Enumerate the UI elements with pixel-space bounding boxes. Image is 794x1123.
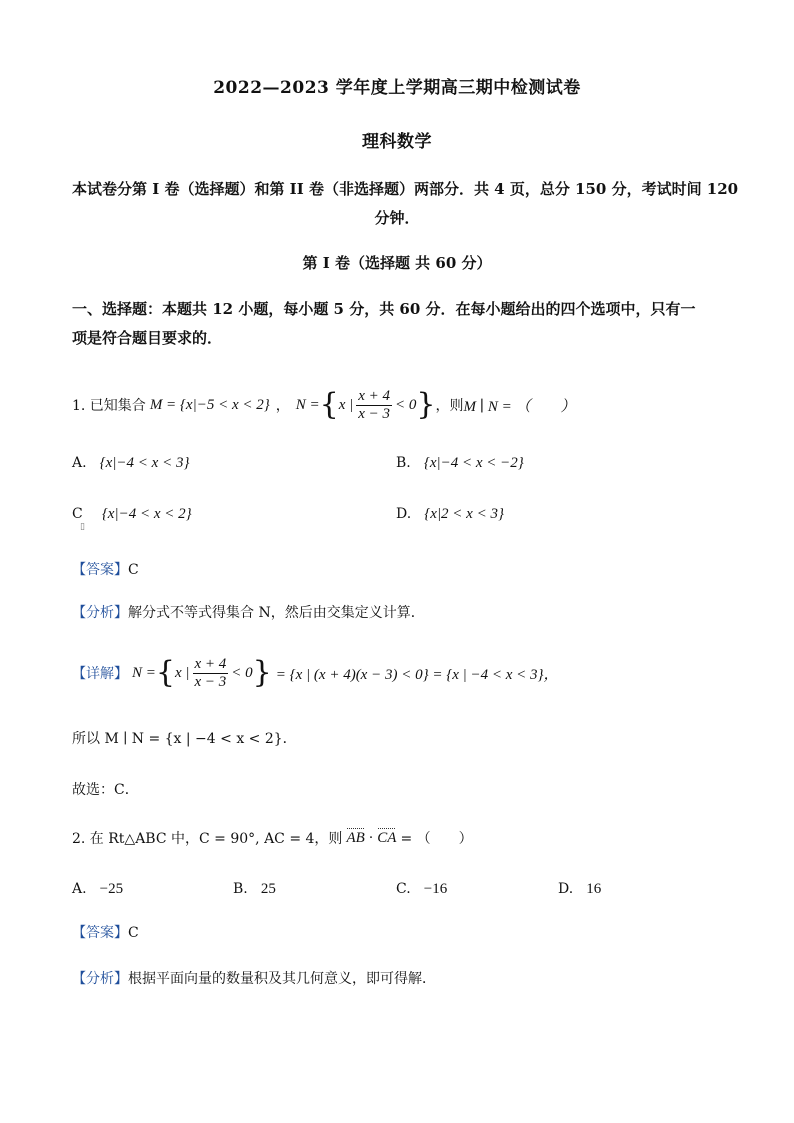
question-1-connector: ，则 [435,398,464,414]
page-title: 2022—2023 学年度上学期高三期中检测试卷 [213,78,581,98]
question-2-analysis [72,968,436,988]
question-2-ask: = （ ） [400,831,473,847]
intro-line-1: 本试卷分第 I 卷（选择题）和第 II 卷（非选择题）两部分．共 4 页，总分 150 分，考试时间 120 [72,180,739,198]
q2-option-a-label: A. [72,881,87,897]
q2-option-d-label: D. [558,881,574,897]
set-m-expression: M = {x|−5 < x < 2} [149,396,270,413]
section-heading-line-1: 一、选择题：本题共 12 小题，每小题 5 分，共 60 分．在每小题给出的四个选项中，只有一 [72,300,696,318]
option-c-label: C [72,506,83,522]
question-2-text: 2. 在 Rt△ABC 中，C = 90°, AC = 4，则 [72,831,343,847]
q2-analysis-text: 根据平面向量的数量积及其几何意义，即可得解． [128,971,436,987]
detail-tag: 【详解】 [72,666,128,682]
option-b[interactable] [396,452,524,472]
question-2-stem: 2. 在 Rt△ABC 中，C = 90°, AC = 4，则 AB · CA = （ ） [72,829,473,847]
option-b-label: B. [396,455,411,471]
page-subtitle: 理科数学 [362,132,432,152]
q2-option-a[interactable] [72,878,123,898]
analysis-tag: 【分析】 [72,605,128,621]
question-1-detail [72,648,559,698]
q2-answer-tag: 【答案】 [72,925,128,941]
answer-tag: 【答案】 [72,562,128,578]
option-c[interactable] [72,503,192,523]
detail-expression: N = { x | $\frac{x + 4}{x - 3}$ < 0 } = {x | (x + 4)(x − 3) < 0} = {x | −4 < x < 3}， [132,655,559,690]
q2-option-c-label: C. [396,881,411,897]
answer-value: C [128,562,139,578]
question-2-answer [72,922,139,942]
question-1-prefix: 1. 已知集合 [72,398,146,414]
question-1-conclusion: 所以 M ∣ N = {x | −4 < x < 2}． [72,731,297,747]
q2-analysis-tag: 【分析】 [72,971,128,987]
part-title: 第 I 卷（选择题 共 60 分） [302,254,492,272]
option-a-label: A. [72,455,87,471]
question-1-choice: 故选：C． [72,782,139,798]
vector-ca: CA [377,829,397,846]
q2-answer-value: C [128,925,139,941]
vector-ab: AB [346,829,365,846]
question-1-analysis [72,602,425,622]
option-a-text: {x|−4 < x < 3} [99,455,190,471]
q2-option-d[interactable] [558,878,601,898]
q2-option-b-text: 25 [260,881,276,897]
q2-option-c-text: −16 [423,881,448,897]
analysis-text: 解分式不等式得集合 N，然后由交集定义计算． [128,605,425,621]
question-1-stem: 1. 已知集合 M = {x|−5 < x < 2} ， N = { x | $\frac{x + 4}{x - 3}$ < 0 } ，则 M ∣ N = （ ） [72,387,576,422]
q2-option-d-text: 16 [586,881,602,897]
option-c-text: {x|−4 < x < 2} [101,506,192,522]
option-d-text: {x|2 < x < 3} [424,506,504,522]
option-c-mark: ▯ [80,522,85,532]
q2-option-b[interactable] [233,878,276,898]
q2-option-b-label: B. [233,881,248,897]
intro-line-2: 分钟． [374,209,420,227]
set-n-expression: N = { x | $\frac{x + 4}{x - 3}$ < 0 } [295,387,436,422]
question-1-answer [72,559,139,579]
option-d-label: D. [396,506,412,522]
question-1-ask: M ∣ N = （ ） [463,398,576,415]
option-b-text: {x|−4 < x < −2} [423,455,524,471]
q2-option-c[interactable] [396,878,447,898]
q2-option-a-text: −25 [99,881,124,897]
section-heading-line-2: 项是符合题目要求的． [72,329,223,347]
option-d[interactable] [396,503,504,523]
option-a[interactable] [72,452,189,472]
